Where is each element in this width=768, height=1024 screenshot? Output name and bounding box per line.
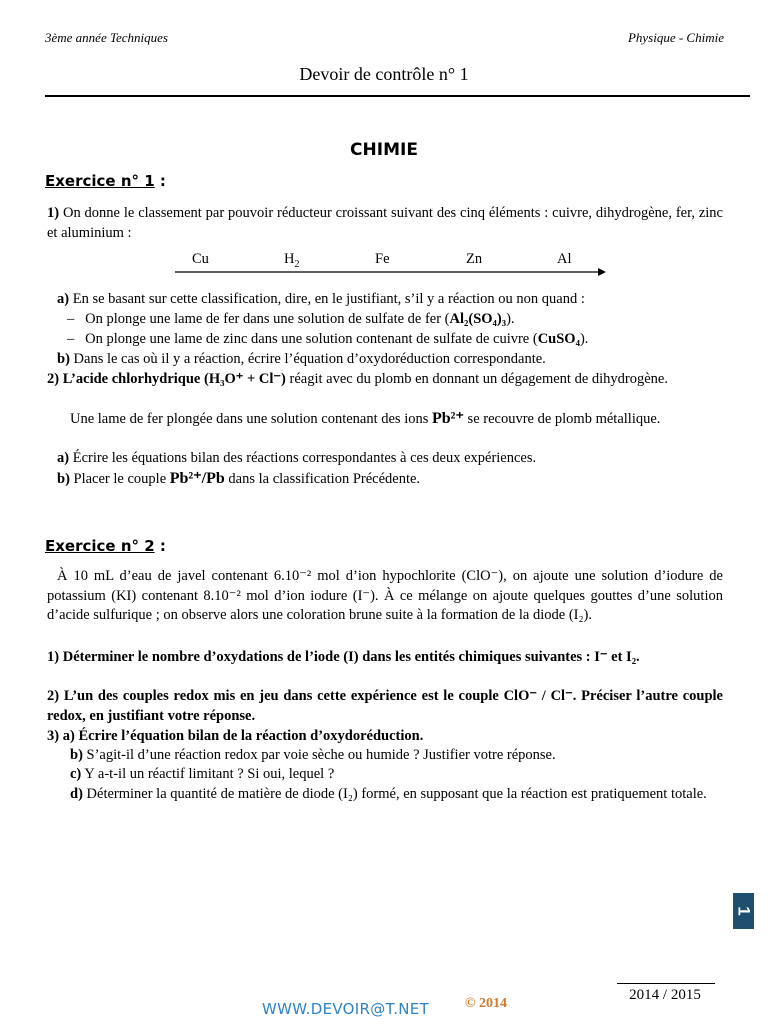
ex2-intro: À 10 mL d’eau de javel contenant 6.10⁻² mol d’ion hypochlorite (ClO⁻), on ajoute une solution d’iodure de potassium (KI) contenant 8.10⁻² mol d’ion iodure (I⁻). À ce mélange on ajoute quelques gouttes d’une solution d’acide sulfurique ; on observe alors une coloration brune suite à la formation de la diode (I₂). — [47, 568, 723, 623]
exercise1-heading: Exercice n° 1 : — [45, 172, 166, 190]
ex1-qb: b) Dans le cas où il y a réaction, écrire l’équation d’oxydoréduction correspondante. — [57, 351, 546, 367]
year-divider — [617, 983, 715, 984]
ex1-bullet1: – On plonge une lame de fer dans une solution de sulfate de fer (Al₂(SO₄)₃). — [67, 311, 515, 327]
ex2-q3a: 3) a) Écrire l’équation bilan de la réaction d’oxydoréduction. — [47, 728, 424, 744]
scale-label-fe: Fe — [375, 251, 390, 267]
page-title: Devoir de contrôle n° 1 — [299, 64, 469, 84]
website-watermark: WWW.DEVOIR@T.NET — [262, 1000, 430, 1018]
scale-label-al: Al — [557, 251, 572, 267]
ex1-q1 — [47, 204, 723, 243]
class-level: 3ème année Techniques — [45, 30, 168, 45]
ex2-q3d: d) Déterminer la quantité de matière de diode (I₂) formé, en supposant que la réaction est pratiquement totale. — [70, 786, 707, 802]
page-number-tab: 1 — [733, 893, 754, 929]
ex1-q2a: a) Écrire les équations bilan des réactions correspondantes à ces deux expériences. — [57, 450, 537, 466]
school-year: 2014 / 2015 — [629, 987, 701, 1003]
ex1-q2b: b) Placer le couple Pb²⁺/Pb dans la classification Précédente. — [57, 470, 421, 487]
scale-arrowhead — [598, 268, 606, 276]
subject-label: Physique - Chimie — [627, 30, 724, 45]
scale-label-h2: $H_2$ — [284, 251, 300, 270]
ex2-q1: 1) Déterminer le nombre d’oxydations de l’iode (I) dans les entités chimiques suivantes : I⁻ et I₂. — [47, 649, 640, 665]
reducing-power-scale — [170, 248, 610, 278]
copyright-watermark: © 2014 — [465, 996, 507, 1011]
header-divider — [45, 95, 750, 97]
ex2-q2: 2) L’un des couples redox mis en jeu dans cette expérience est le couple ClO⁻ / Cl⁻. Préciser l’autre couple redox, en justifiant votre réponse. — [47, 688, 723, 724]
ex1-q1-text: On donne le classement par pouvoir réducteur croissant suivant des cinq éléments : cuivre, dihydrogène, fer, zinc et aluminium : — [47, 205, 723, 241]
section-title: CHIMIE — [350, 140, 418, 160]
ex2-q3b: b) S’agit-il d’une réaction redox par voie sèche ou humide ? Justifier votre réponse. — [70, 747, 556, 763]
ex1-q2-line2: Une lame de fer plongée dans une solution contenant des ions Pb²⁺ se recouvre de plomb métallique. — [70, 410, 661, 427]
scale-label-cu: Cu — [192, 251, 209, 267]
ex1-bullet2: – On plonge une lame de zinc dans une solution contenant de sulfate de cuivre (CuSO₄). — [67, 331, 589, 347]
ex2-q3c: c) Y a-t-il un réactif limitant ? Si oui, lequel ? — [70, 766, 335, 782]
ex1-q1-number: 1) — [47, 205, 60, 221]
scale-label-zn: Zn — [466, 251, 483, 267]
ex1-q2: 2) L’acide chlorhydrique (H₃O⁺ + Cl⁻) réagit avec du plomb en donnant un dégagement de dihydrogène. — [47, 371, 668, 387]
exercise2-heading: Exercice n° 2 : — [45, 537, 166, 555]
ex1-qa: a) En se basant sur cette classification, dire, en le justifiant, s’il y a réaction ou non quand : — [57, 291, 585, 307]
